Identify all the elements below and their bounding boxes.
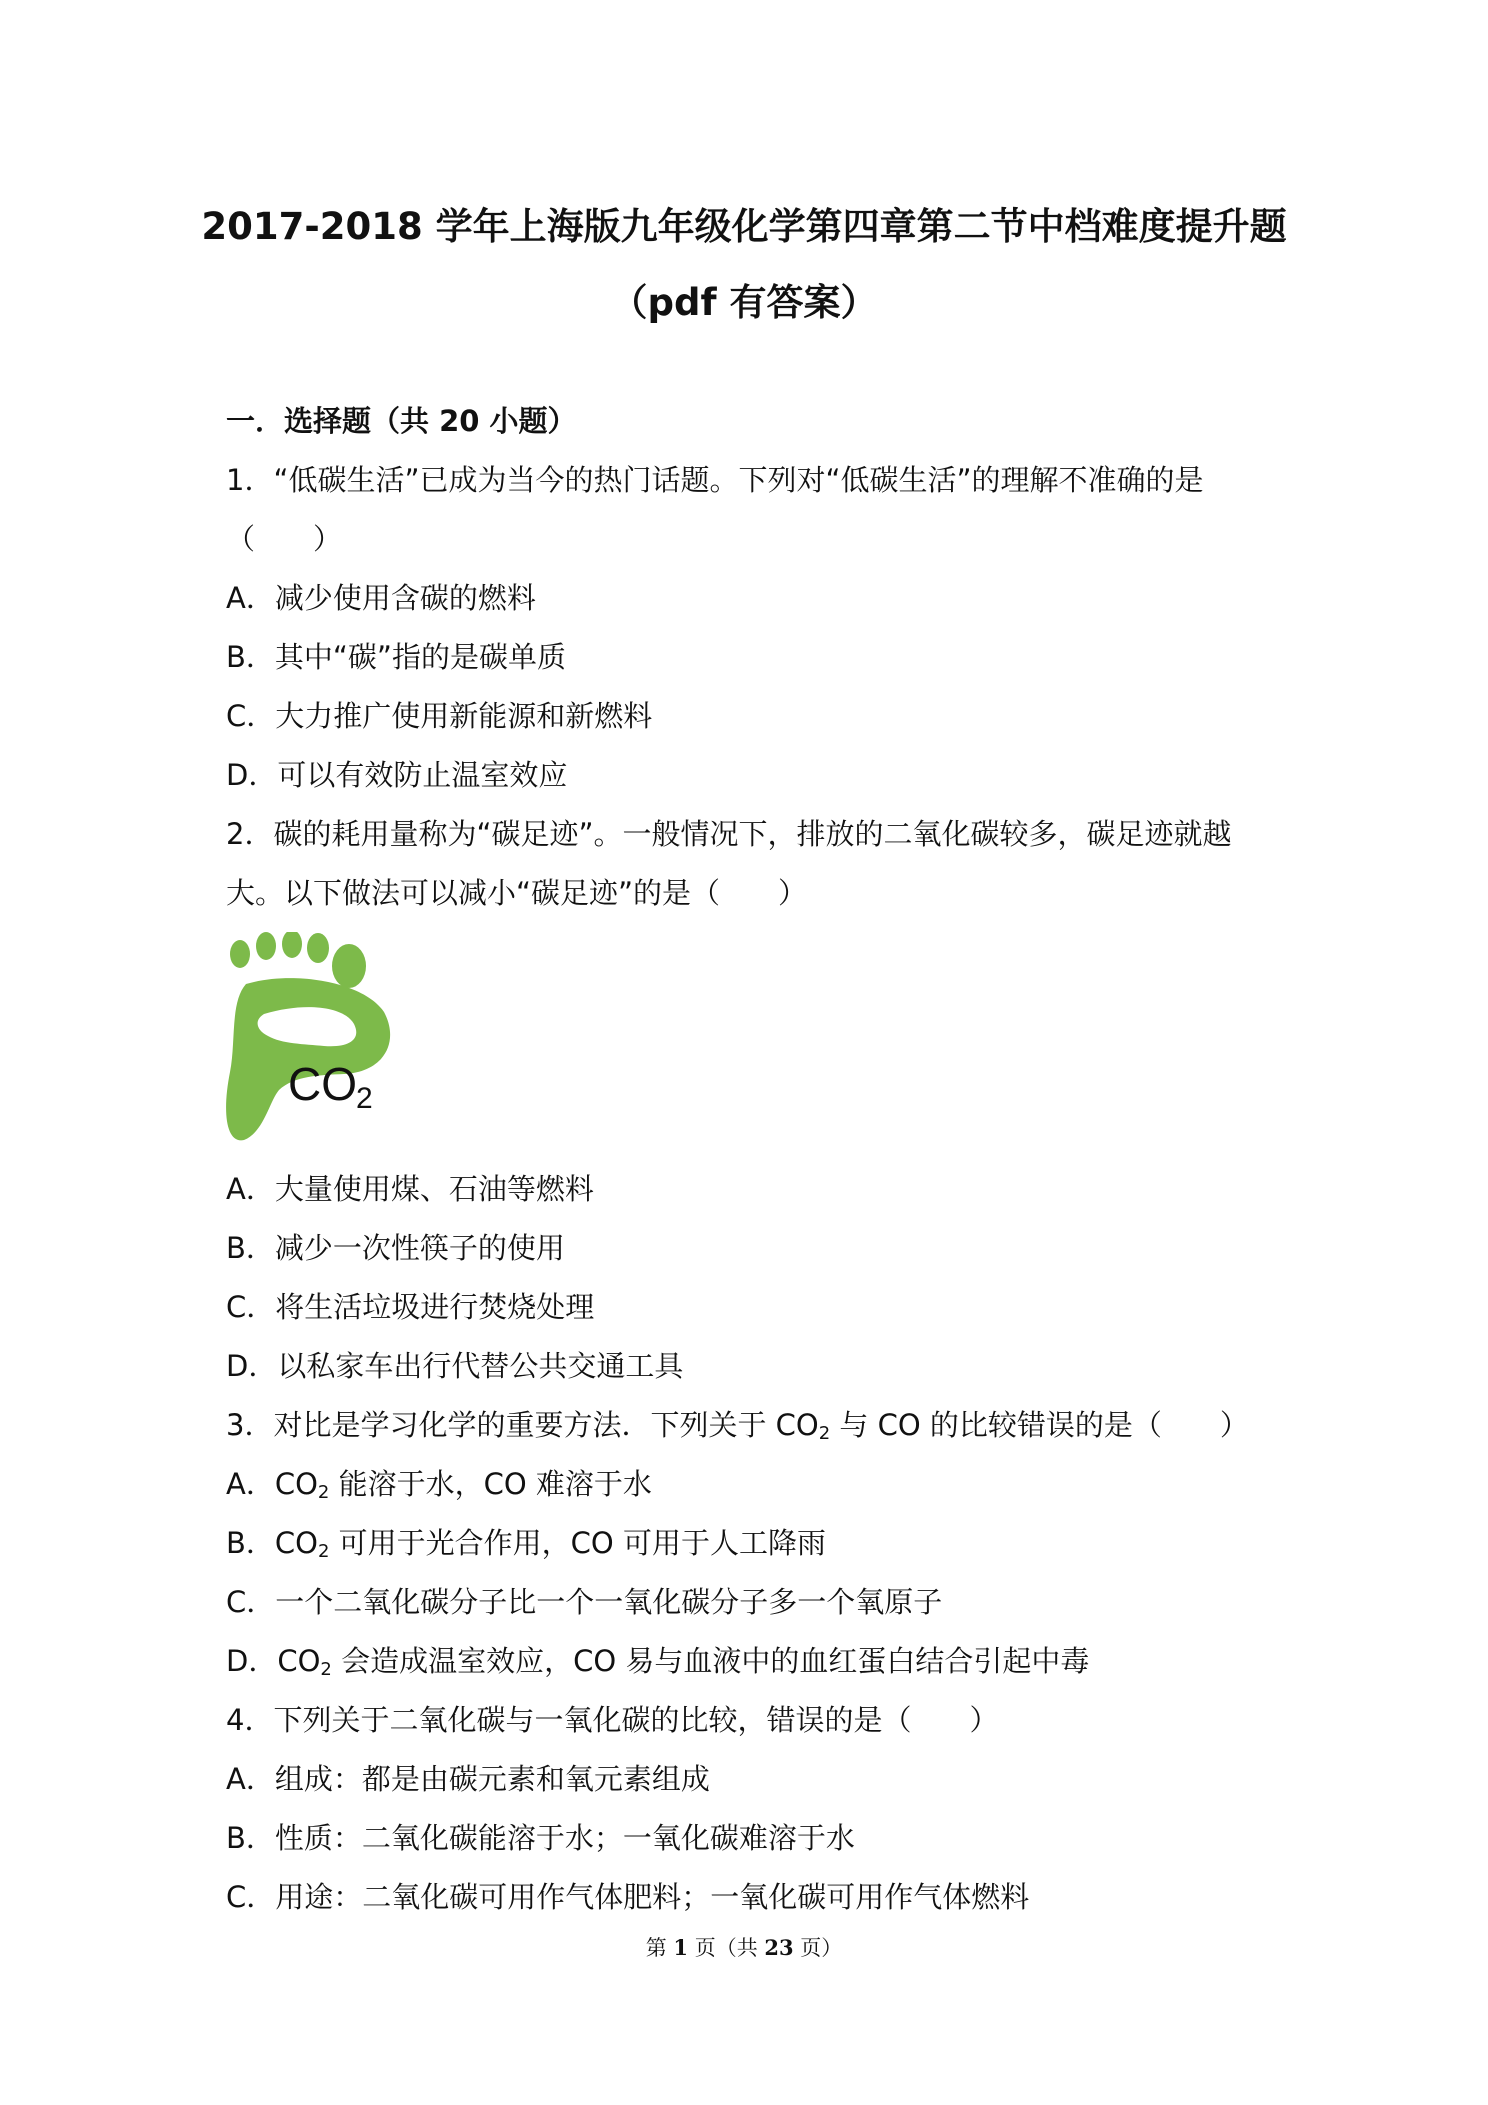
question-2-option-a: A．大量使用煤、石油等燃料 xyxy=(226,1172,594,1206)
question-3-option-a-pre: A．CO xyxy=(226,1467,318,1501)
question-4-option-c: C．用途：二氧化碳可用作气体肥料；一氧化碳可用作气体燃料 xyxy=(226,1880,1030,1914)
toe-2 xyxy=(256,932,276,960)
question-3-option-b-post: 可用于光合作用，CO 可用于人工降雨 xyxy=(329,1526,826,1560)
question-3-stem-pre: 3．对比是学习化学的重要方法．下列关于 CO xyxy=(226,1408,819,1442)
question-2-stem-line-1: 2．碳的耗用量称为“碳足迹”。一般情况下，排放的二氧化碳较多，碳足迹就越 xyxy=(226,817,1232,851)
question-3-option-d xyxy=(226,1641,1089,1690)
question-4-stem: 4．下列关于二氧化碳与一氧化碳的比较，错误的是（ ） xyxy=(226,1703,999,1737)
question-1-option-d: D．可以有效防止温室效应 xyxy=(226,758,568,792)
toe-4 xyxy=(307,933,329,963)
footer-suffix: 页） xyxy=(793,1936,843,1960)
question-4-option-a: A．组成：都是由碳元素和氧元素组成 xyxy=(226,1762,710,1796)
question-3-option-d-pre: D．CO xyxy=(226,1644,321,1678)
carbon-footprint-image xyxy=(224,932,424,1144)
question-2-option-b: B．减少一次性筷子的使用 xyxy=(226,1231,565,1265)
question-2-option-d: D．以私家车出行代替公共交通工具 xyxy=(226,1349,684,1383)
question-3-option-a-subscript: 2 xyxy=(317,1482,330,1503)
question-3-option-d-subscript: 2 xyxy=(320,1659,332,1680)
question-2-stem-line-2: 大。以下做法可以减小“碳足迹”的是（ ） xyxy=(226,876,808,910)
question-3-option-a xyxy=(226,1464,652,1513)
question-1-stem-line-2: （ ） xyxy=(226,522,343,556)
question-1-option-c: C．大力推广使用新能源和新燃料 xyxy=(226,699,653,733)
question-3-stem-post: 与 CO 的比较错误的是（ ） xyxy=(830,1408,1249,1442)
document-title-line-1: 2017-2018 学年上海版九年级化学第四章第二节中档难度提升题 xyxy=(201,205,1287,248)
question-3-stem-subscript: 2 xyxy=(818,1423,831,1444)
question-2-option-c: C．将生活垃圾进行焚烧处理 xyxy=(226,1290,595,1324)
question-4-option-b: B．性质：二氧化碳能溶于水；一氧化碳难溶于水 xyxy=(226,1821,855,1855)
question-3-option-a-post: 能溶于水，CO 难溶于水 xyxy=(329,1467,652,1501)
question-1-option-b: B．其中“碳”指的是碳单质 xyxy=(226,640,566,674)
footer-total-pages: 23 xyxy=(764,1935,794,1960)
co2-label: CO xyxy=(288,1058,357,1110)
question-3-option-d-post: 会造成温室效应，CO 易与血液中的血红蛋白结合引起中毒 xyxy=(331,1644,1090,1678)
document-title-line-2: （pdf 有答案） xyxy=(610,281,878,324)
co2-subscript: 2 xyxy=(356,1082,373,1115)
toe-5 xyxy=(332,944,366,988)
question-3-stem xyxy=(226,1405,1249,1454)
footer-prefix: 第 xyxy=(645,1936,674,1960)
page-footer xyxy=(0,1932,1488,1962)
question-3-option-b xyxy=(226,1523,826,1572)
question-1-option-a: A．减少使用含碳的燃料 xyxy=(226,581,536,615)
question-1-stem-line-1: 1．“低碳生活”已成为当今的热门话题。下列对“低碳生活”的理解不准确的是 xyxy=(226,463,1204,497)
footer-page-number: 1 xyxy=(673,1935,689,1960)
question-3-option-b-subscript: 2 xyxy=(317,1541,330,1562)
footer-middle: 页（共 xyxy=(688,1936,765,1960)
section-heading: 一．选择题（共 20 小题） xyxy=(226,404,577,438)
question-3-option-b-pre: B．CO xyxy=(226,1526,318,1560)
toe-1 xyxy=(230,940,250,968)
toe-3 xyxy=(282,932,302,958)
question-3-option-c: C．一个二氧化碳分子比一个一氧化碳分子多一个氧原子 xyxy=(226,1585,943,1619)
